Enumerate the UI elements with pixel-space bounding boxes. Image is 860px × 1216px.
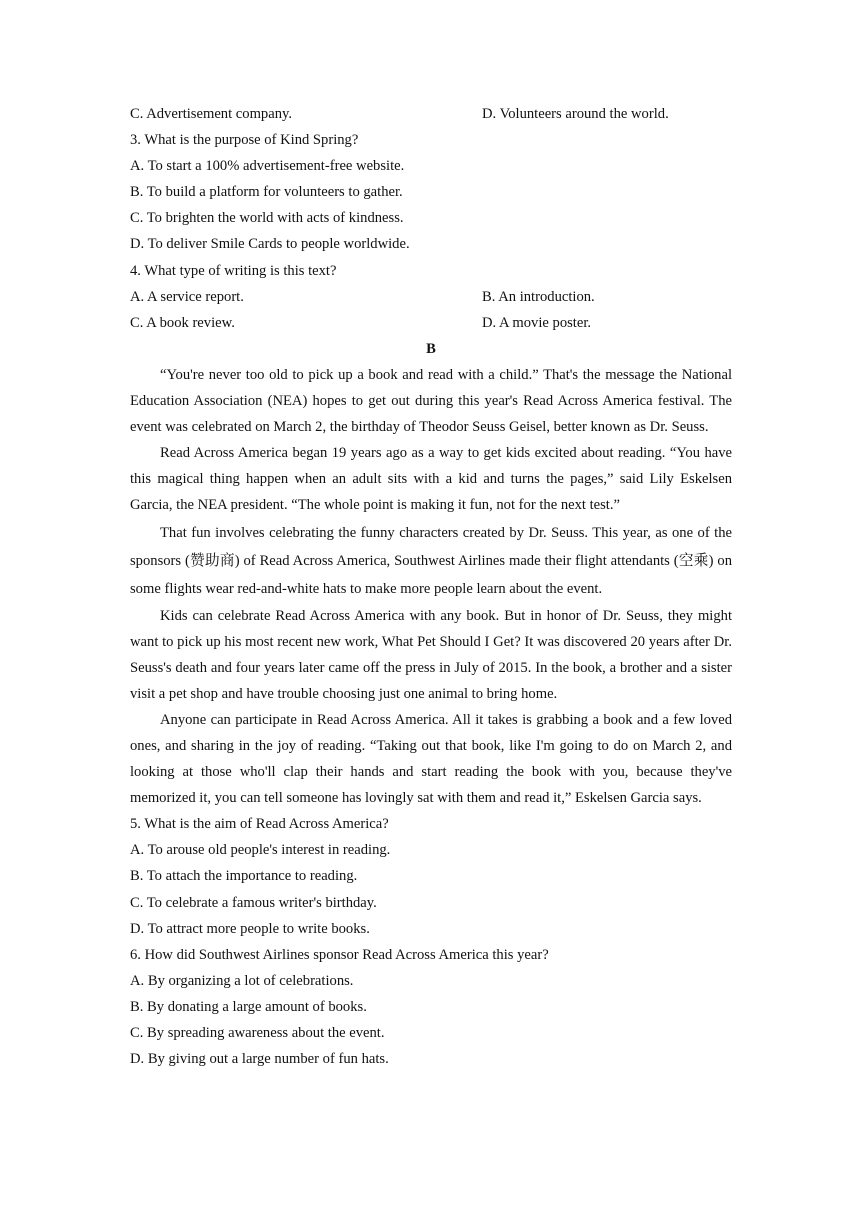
q5-option-c: C. To celebrate a famous writer's birthday.	[130, 894, 377, 911]
q6-option-a: A. By organizing a lot of celebrations.	[130, 972, 354, 989]
q4-option-b: B. An introduction.	[482, 288, 595, 305]
passage-paragraph: Read Across America began 19 years ago as a way to get kids excited about reading. “You have this magical thing happen when an adult sits with a kid and turns the pages,” said Lily Eskelsen Garcia, the NEA president. “The whole point is making it fun, not for the next test.”	[130, 445, 732, 514]
q4-options-ab	[130, 284, 732, 310]
q2-options-cd	[130, 101, 732, 127]
q3-option-a: A. To start a 100% advertisement-free website.	[130, 158, 405, 175]
q5-option-d: D. To attract more people to write books.	[130, 920, 370, 937]
section-heading: B	[426, 340, 436, 357]
q6-option-b: B. By donating a large amount of books.	[130, 998, 367, 1015]
q4-question: 4. What type of writing is this text?	[130, 262, 337, 279]
page-content	[130, 101, 732, 1072]
q5-question: 5. What is the aim of Read Across America?	[130, 816, 389, 833]
q6-option-c: C. By spreading awareness about the event.	[130, 1025, 385, 1041]
q2-option-c: C. Advertisement company.	[130, 106, 292, 122]
q3-option-b: B. To build a platform for volunteers to gather.	[130, 184, 403, 201]
q4-option-d: D. A movie poster.	[482, 314, 592, 331]
q4-options-cd	[130, 310, 732, 336]
q5-option-b: B. To attach the importance to reading.	[130, 868, 358, 885]
q4-option-c: C. A book review.	[130, 314, 235, 331]
q3-question: 3. What is the purpose of Kind Spring?	[130, 132, 359, 149]
passage-paragraph: “You're never too old to pick up a book and read with a child.” That's the message the National Education Association (NEA) hopes to get out during this year's Read Across America festival. The event was celebrated on March 2, the birthday of Theodor Seuss Geisel, better known as Dr. Seuss.	[130, 366, 732, 436]
q3-option-d: D. To deliver Smile Cards to people worldwide.	[130, 236, 410, 253]
q6-option-d: D. By giving out a large number of fun hats.	[130, 1051, 389, 1068]
q5-option-a: A. To arouse old people's interest in reading.	[130, 842, 391, 859]
q4-option-a: A. A service report.	[130, 288, 244, 305]
passage-paragraph: Kids can celebrate Read Across America with any book. But in honor of Dr. Seuss, they might want to pick up his most recent new work, What Pet Should I Get? It was discovered 20 years after Dr. Seuss's death and four years later came off the press in July of 2015. In the book, a brother and a sister visit a pet shop and have trouble choosing just one animal to bring home.	[130, 607, 732, 702]
q6-question: 6. How did Southwest Airlines sponsor Read Across America this year?	[130, 946, 549, 963]
q3-option-c: C. To brighten the world with acts of kindness.	[130, 210, 404, 227]
passage-paragraph: Anyone can participate in Read Across America. All it takes is grabbing a book and a few loved ones, and sharing in the joy of reading. “Taking out that book, like I'm going to do on March 2, and looking at those who'll clap their hands and start reading the book with you, because they've memorized it, you can tell someone has lovingly sat with them and read it,” Eskelsen Garcia says.	[130, 711, 732, 807]
q2-option-d: D. Volunteers around the world.	[482, 106, 669, 122]
passage-paragraph: That fun involves celebrating the funny characters created by Dr. Seuss. This year, as one of the sponsors (赞助商) of Read Across America, Southwest Airlines made their flight attendants (空乘) on some flights wear red-and-white hats to make more people learn about the event.	[130, 524, 732, 597]
